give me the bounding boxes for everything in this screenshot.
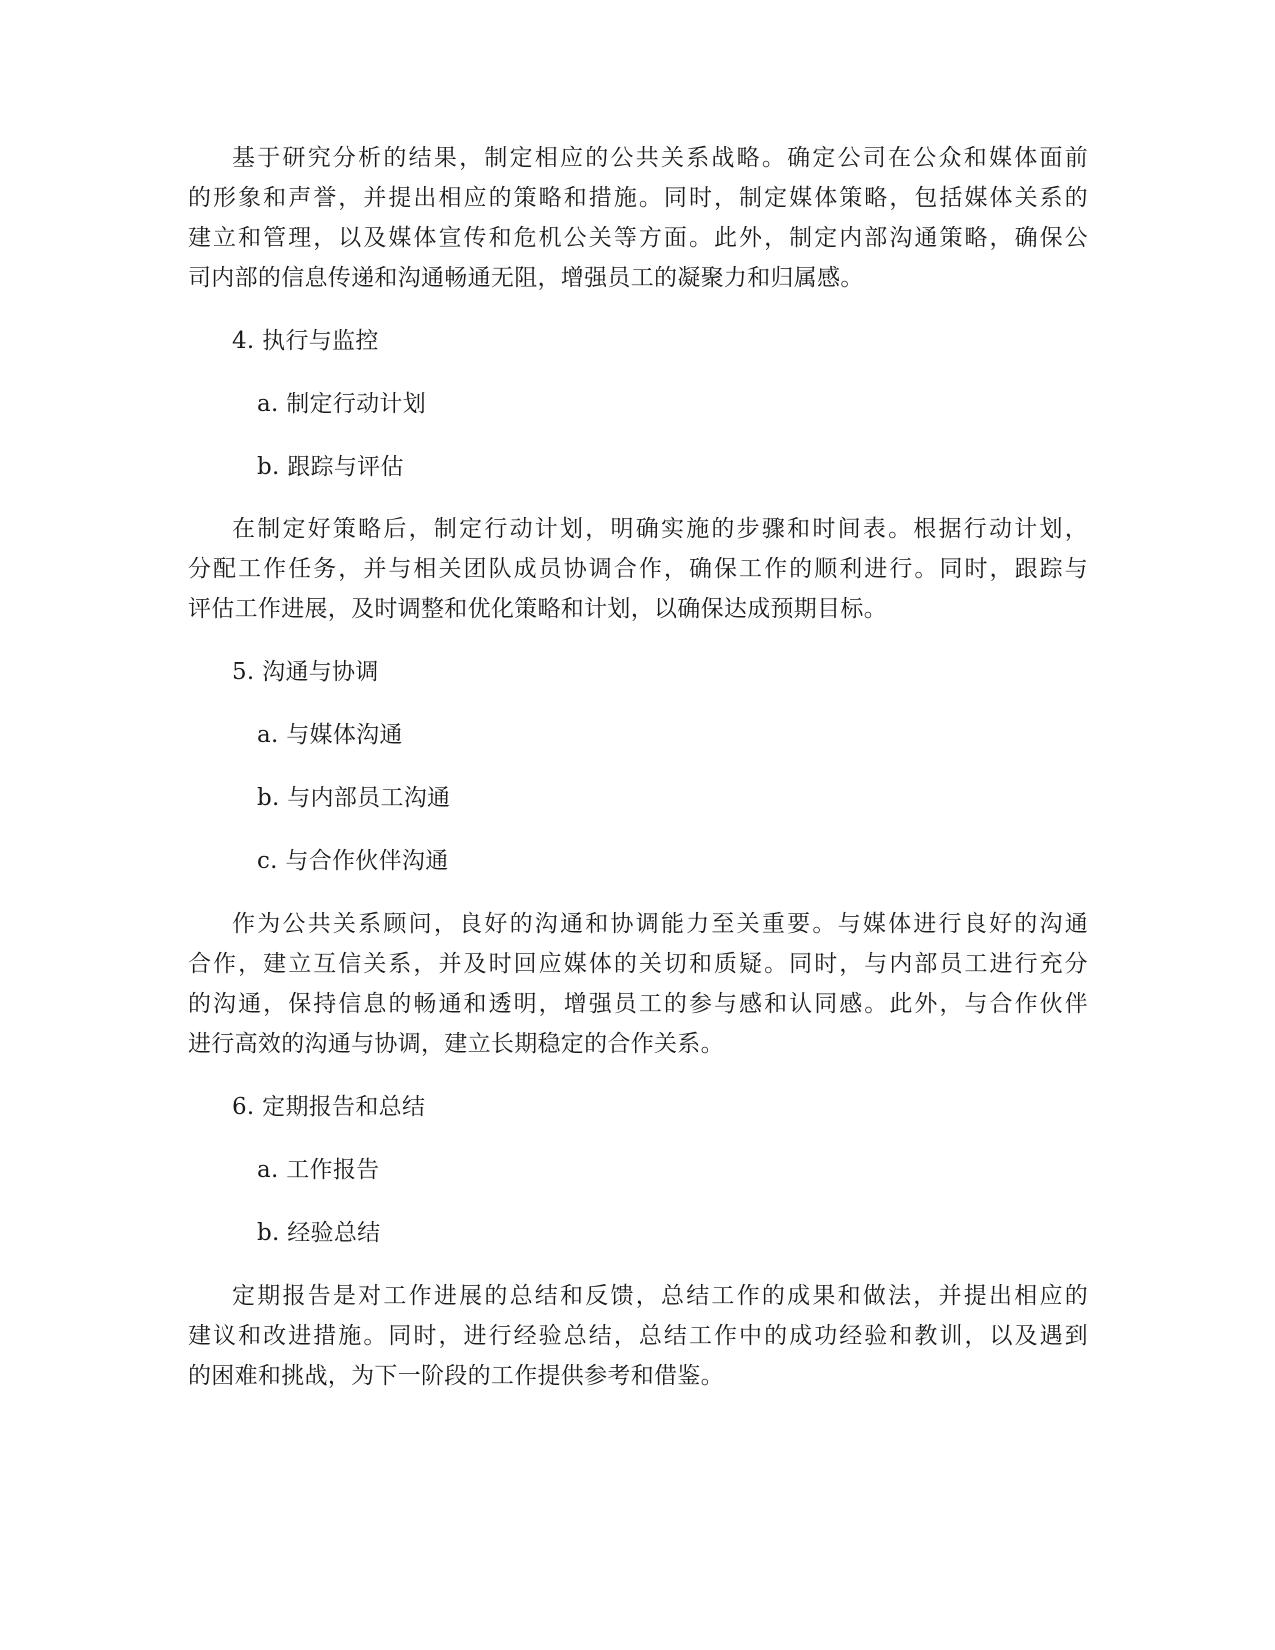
section-heading-execution: 4. 执行与监控 bbox=[232, 328, 379, 354]
paragraph-communication-line-4: 进行高效的沟通与协调，建立长期稳定的合作关系。 bbox=[188, 1031, 724, 1057]
list-item-tracking: b. 跟踪与评估 bbox=[257, 454, 404, 480]
paragraph-reports-line-3: 的困难和挑战，为下一阶段的工作提供参考和借鉴。 bbox=[188, 1363, 724, 1389]
paragraph-execution-line-1: 在制定好策略后，制定行动计划，明确实施的步骤和时间表。根据行动计划， bbox=[232, 516, 1088, 542]
paragraph-strategy-line-3: 建立和管理，以及媒体宣传和危机公关等方面。此外，制定内部沟通策略，确保公 bbox=[188, 225, 1088, 251]
paragraph-strategy-line-1: 基于研究分析的结果，制定相应的公共关系战略。确定公司在公众和媒体面前 bbox=[232, 145, 1088, 171]
section-heading-communication: 5. 沟通与协调 bbox=[232, 659, 379, 685]
paragraph-strategy-line-2: 的形象和声誉，并提出相应的策略和措施。同时，制定媒体策略，包括媒体关系的 bbox=[188, 185, 1088, 211]
list-item-action-plan: a. 制定行动计划 bbox=[257, 391, 427, 417]
paragraph-reports-line-2: 建议和改进措施。同时，进行经验总结，总结工作中的成功经验和教训，以及遇到 bbox=[188, 1323, 1088, 1349]
paragraph-execution-line-3: 评估工作进展，及时调整和优化策略和计划，以确保达成预期目标。 bbox=[188, 596, 887, 622]
list-item-work-report: a. 工作报告 bbox=[257, 1157, 380, 1183]
list-item-partners: c. 与合作伙伴沟通 bbox=[257, 848, 449, 874]
list-item-internal-staff: b. 与内部员工沟通 bbox=[257, 785, 451, 811]
paragraph-communication-line-2: 合作，建立互信关系，并及时回应媒体的关切和质疑。同时，与内部员工进行充分 bbox=[188, 951, 1088, 977]
paragraph-communication-line-3: 的沟通，保持信息的畅通和透明，增强员工的参与感和认同感。此外，与合作伙伴 bbox=[188, 991, 1088, 1017]
paragraph-communication-line-1: 作为公共关系顾问，良好的沟通和协调能力至关重要。与媒体进行良好的沟通 bbox=[232, 911, 1088, 937]
section-heading-reports: 6. 定期报告和总结 bbox=[232, 1094, 426, 1120]
list-item-media: a. 与媒体沟通 bbox=[257, 722, 403, 748]
paragraph-reports-line-1: 定期报告是对工作进展的总结和反馈，总结工作的成果和做法，并提出相应的 bbox=[232, 1283, 1088, 1309]
list-item-experience-summary: b. 经验总结 bbox=[257, 1220, 381, 1246]
paragraph-strategy-line-4: 司内部的信息传递和沟通畅通无阻，增强员工的凝聚力和归属感。 bbox=[188, 265, 864, 291]
paragraph-execution-line-2: 分配工作任务，并与相关团队成员协调合作，确保工作的顺利进行。同时，跟踪与 bbox=[188, 556, 1088, 582]
